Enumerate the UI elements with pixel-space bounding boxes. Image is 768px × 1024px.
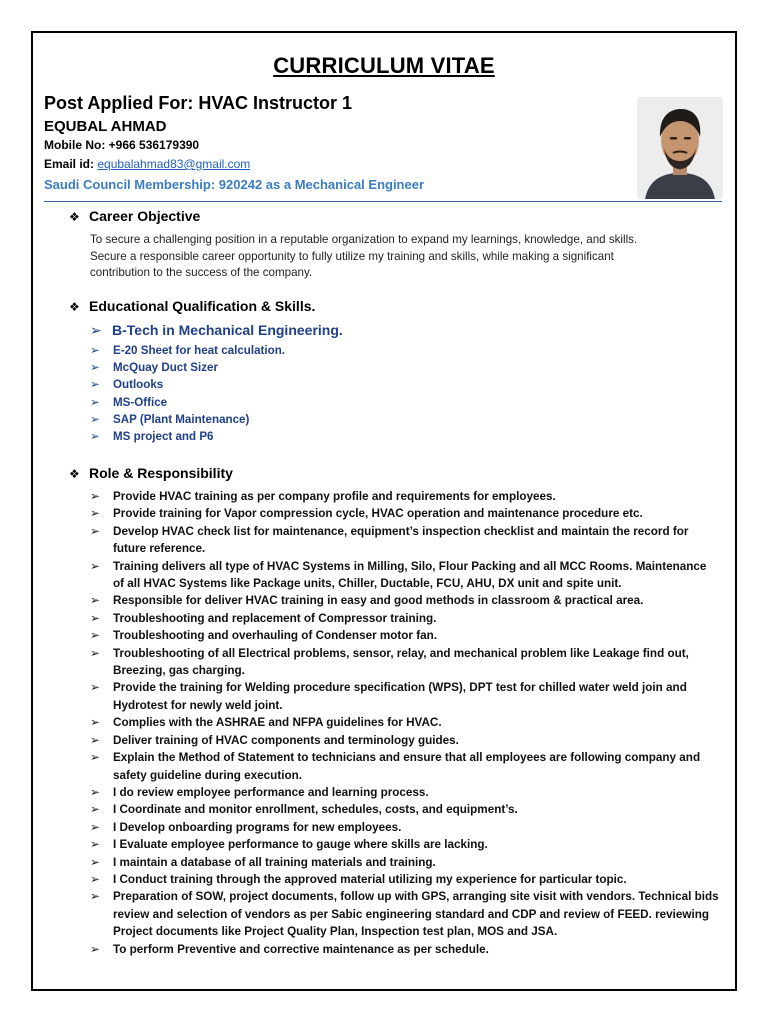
- email-label: Email id:: [44, 157, 98, 171]
- arrow-bullet-icon: ➢: [90, 785, 100, 799]
- council-membership: Saudi Council Membership: 920242 as a Mechanical Engineer: [44, 177, 425, 192]
- arrow-bullet-icon: ➢: [90, 378, 100, 392]
- skill-item: [90, 394, 285, 411]
- responsibility-item: [90, 523, 720, 558]
- candidate-name: EQUBAL AHMAD: [44, 118, 167, 135]
- roles-title: Role & Responsibility: [89, 465, 233, 481]
- arrow-bullet-icon: ➢: [90, 838, 100, 852]
- header-divider: [44, 201, 722, 202]
- responsibility-text: Develop HVAC check list for maintenance, equipment’s inspection checklist and maintain the record for future reference.: [113, 524, 689, 556]
- post-applied: Post Applied For: HVAC Instructor 1: [44, 93, 353, 113]
- responsibility-text: I maintain a database of all training materials and training.: [113, 855, 436, 869]
- profile-photo: [637, 97, 723, 199]
- arrow-bullet-icon: ➢: [90, 855, 100, 869]
- arrow-bullet-icon: ➢: [90, 524, 100, 538]
- responsibility-text: I Evaluate employee performance to gauge where skills are lacking.: [113, 838, 488, 852]
- arrow-bullet-icon: ➢: [90, 361, 100, 375]
- degree-label: B-Tech in Mechanical Engineering.: [112, 322, 343, 338]
- diamond-bullet-icon: ❖: [69, 210, 80, 224]
- education-heading: [69, 298, 315, 314]
- responsibility-text: Explain the Method of Statement to technicians and ensure that all employees are following company and safety guideline during execution.: [113, 751, 701, 782]
- responsibility-item: [90, 488, 720, 505]
- responsibility-item: [90, 732, 720, 749]
- arrow-bullet-icon: ➢: [90, 751, 100, 765]
- arrow-bullet-icon: ➢: [90, 872, 100, 886]
- email-line: [44, 157, 250, 171]
- skill-item: [90, 376, 285, 393]
- diamond-bullet-icon: ❖: [69, 300, 80, 314]
- degree: [90, 322, 343, 339]
- arrow-bullet-icon: ➢: [90, 629, 100, 643]
- career-objective-line: contribution to the success of the company.: [90, 266, 313, 280]
- responsibility-text: To perform Preventive and corrective maintenance as per schedule.: [113, 942, 489, 956]
- career-objective-text: [90, 232, 720, 282]
- skill-text: MS-Office: [113, 395, 168, 409]
- responsibility-text: Deliver training of HVAC components and terminology guides.: [113, 733, 459, 747]
- responsibility-item: [90, 836, 720, 853]
- skills-list: [90, 342, 285, 445]
- responsibility-item: [90, 871, 720, 888]
- arrow-bullet-icon: ➢: [90, 344, 100, 357]
- responsibility-text: Preparation of SOW, project documents, follow up with GPS, arranging site visit with vendors. Technical bids review and selection of vendors as per Sabic engineering standard and CDP and review of FEED. reviewing Project documents like Project Quality Plan, Inspection test plan, MOS and JSA.: [113, 890, 719, 939]
- responsibility-text: I Develop onboarding programs for new employees.: [113, 820, 402, 834]
- arrow-bullet-icon: ➢: [90, 395, 100, 409]
- responsibility-text: Troubleshooting and overhauling of Condenser motor fan.: [113, 629, 438, 643]
- responsibility-text: Training delivers all type of HVAC Systems in Milling, Silo, Flour Packing and all MCC Rooms. Maintenance of all HVAC Systems like Package units, Chiller, Ductable, FCU, AHU, DX unit and spite unit.: [113, 559, 707, 591]
- email-link[interactable]: equbalahmad83@gmail.com: [97, 157, 251, 171]
- arrow-bullet-icon: ➢: [90, 716, 100, 730]
- career-objective-heading: [69, 208, 200, 224]
- skill-item: [90, 411, 285, 428]
- skill-item: [90, 359, 285, 376]
- responsibility-item: [90, 558, 720, 593]
- responsibility-item: [90, 592, 720, 609]
- mobile-number: Mobile No: +966 536179390: [44, 138, 200, 152]
- responsibility-text: Provide training for Vapor compression cycle, HVAC operation and maintenance procedure etc.: [113, 507, 643, 521]
- education-title: Educational Qualification & Skills.: [89, 298, 316, 314]
- diamond-bullet-icon: ❖: [69, 467, 80, 481]
- arrow-bullet-icon: ➢: [90, 890, 100, 904]
- responsibility-item: [90, 505, 720, 522]
- responsibility-item: [90, 627, 720, 644]
- responsibility-text: Provide the training for Welding procedure specification (WPS), DPT test for chilled water weld join and Hydrotest for newly weld joint.: [113, 681, 687, 712]
- skill-text: SAP (Plant Maintenance): [113, 412, 250, 426]
- arrow-bullet-icon: ➢: [90, 559, 100, 573]
- roles-heading: [69, 465, 233, 481]
- arrow-bullet-icon: ➢: [90, 681, 100, 695]
- responsibility-item: [90, 679, 720, 714]
- responsibility-text: Provide HVAC training as per company profile and requirements for employees.: [113, 490, 556, 503]
- skill-text: McQuay Duct Sizer: [113, 361, 219, 375]
- responsibility-item: [90, 801, 720, 818]
- career-objective-line: To secure a challenging position in a reputable organization to expand my learnings, knowledge, and skills.: [90, 233, 638, 246]
- arrow-bullet-icon: ➢: [90, 820, 100, 834]
- responsibility-item: [90, 888, 720, 940]
- responsibility-text: I do review employee performance and learning process.: [113, 785, 429, 799]
- responsibility-item: [90, 610, 720, 627]
- document-title: CURRICULUM VITAE: [273, 53, 495, 78]
- responsibility-text: Troubleshooting and replacement of Compressor training.: [113, 611, 437, 625]
- career-objective-line: Secure a responsible career opportunity to fully utilize my training and skills, while making a significant: [90, 249, 614, 263]
- skill-text: Outlooks: [113, 378, 164, 392]
- arrow-bullet-icon: ➢: [90, 611, 100, 625]
- responsibility-item: [90, 645, 720, 680]
- career-objective-title: Career Objective: [89, 208, 201, 224]
- arrow-bullet-icon: ➢: [90, 490, 100, 503]
- skill-text: E-20 Sheet for heat calculation.: [113, 344, 286, 357]
- responsibility-item: [90, 714, 720, 731]
- responsibility-item: [90, 854, 720, 871]
- responsibilities-list: [90, 488, 720, 958]
- responsibility-text: Complies with the ASHRAE and NFPA guidelines for HVAC.: [113, 716, 442, 730]
- arrow-bullet-icon: ➢: [90, 594, 100, 608]
- skill-text: MS project and P6: [113, 430, 214, 444]
- skill-item: [90, 342, 285, 359]
- arrow-bullet-icon: ➢: [90, 646, 100, 660]
- arrow-bullet-icon: ➢: [90, 412, 100, 426]
- responsibility-text: I Coordinate and monitor enrollment, schedules, costs, and equipment’s.: [113, 803, 518, 817]
- arrow-bullet-icon: ➢: [90, 942, 100, 956]
- responsibility-text: Troubleshooting of all Electrical problems, sensor, relay, and mechanical problem like Leakage find out, Breezing, gas charging.: [113, 646, 689, 678]
- arrow-bullet-icon: ➢: [90, 430, 100, 444]
- responsibility-text: I Conduct training through the approved material utilizing my experience for particular topic.: [113, 872, 627, 886]
- responsibility-text: Responsible for deliver HVAC training in easy and good methods in classroom & practical area.: [113, 594, 644, 608]
- skill-item: [90, 428, 285, 445]
- arrow-bullet-icon: ➢: [90, 322, 102, 338]
- responsibility-item: [90, 941, 720, 958]
- arrow-bullet-icon: ➢: [90, 733, 100, 747]
- arrow-bullet-icon: ➢: [90, 507, 100, 521]
- responsibility-item: [90, 749, 720, 784]
- responsibility-item: [90, 819, 720, 836]
- responsibility-item: [90, 784, 720, 801]
- arrow-bullet-icon: ➢: [90, 803, 100, 817]
